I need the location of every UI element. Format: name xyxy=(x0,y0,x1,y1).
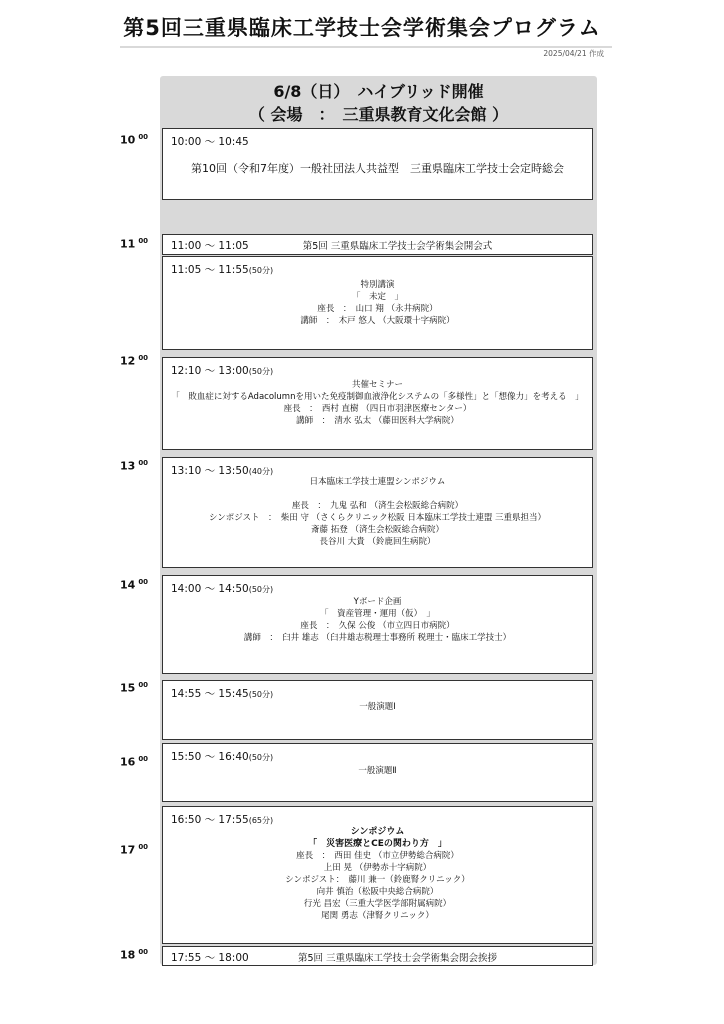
title-underline xyxy=(120,46,612,48)
session-line: 長谷川 大貴 （鈴鹿回生病院） xyxy=(319,537,436,547)
session-line: 一般演題Ⅰ xyxy=(359,702,396,712)
session-general-presentation-1 xyxy=(162,680,593,740)
hour-label-18: 18 $^{00}$ xyxy=(120,948,149,962)
session-line: 講師 ： 木戸 悠人 （大阪環十字病院） xyxy=(300,316,455,326)
session-time: 14:00 ～ 14:50(50分) xyxy=(171,583,274,595)
session-yboard-project xyxy=(162,575,593,674)
session-disaster-symposium xyxy=(162,806,593,944)
created-date: 2025/04/21 作成 xyxy=(543,49,604,58)
session-line: 座長 ： 九鬼 弘和 （済生会松阪総合病院） xyxy=(291,501,464,511)
session-line: シンポジスト ： 柴田 守 （さくらクリニック松阪 日本臨床工学技士連盟 三重県担当） xyxy=(208,513,547,523)
session-line: 斎藤 拓登 （済生会松阪総合病院） xyxy=(311,525,444,535)
session-line: 尾関 勇志（津腎クリニック） xyxy=(321,911,434,921)
session-line: 「 敗血症に対するAdacolumnを用いた免疫制御血液浄化システムの「多様性」と「想像力」を考える 」 xyxy=(171,392,584,402)
session-line: 日本臨床工学技士連盟シンポジウム xyxy=(309,477,446,487)
session-closing-remarks xyxy=(162,946,593,966)
hour-label-15: 15 $^{00}$ xyxy=(120,681,149,695)
hour-label-16: 16 $^{00}$ xyxy=(120,755,149,769)
session-time: 17:55 ～ 18:00 xyxy=(171,952,249,964)
session-general-presentation-2 xyxy=(162,743,593,802)
session-line: 講師 ： 清水 弘太 （藤田医科大学病院） xyxy=(296,416,459,426)
session-line: 「 災害医療とCEの関わり方 」 xyxy=(308,839,447,849)
session-line: 座長 ： 山口 翔 （永井病院） xyxy=(317,304,438,314)
session-line: Yボード企画 xyxy=(353,597,402,607)
session-line: 一般演題Ⅱ xyxy=(358,766,397,776)
session-time: 16:50 ～ 17:55(65分) xyxy=(171,814,274,826)
session-line xyxy=(163,488,592,500)
hour-label-10: 10 $^{00}$ xyxy=(120,133,149,147)
session-time: 11:05 ～ 11:55(50分) xyxy=(171,264,274,276)
event-date-format: 6/8（日） ハイブリッド開催 xyxy=(273,82,484,101)
session-line: 座長 ： 久保 公俊 （市立四日市病院） xyxy=(300,621,455,631)
session-time: 12:10 ～ 13:00(50分) xyxy=(171,365,274,377)
session-time: 14:55 ～ 15:45(50分) xyxy=(171,688,274,700)
session-time: 11:00 ～ 11:05 xyxy=(171,240,249,252)
session-line: 講師 ： 臼井 雄志 （臼井雄志税理士事務所 税理士・臨床工学技士） xyxy=(243,633,512,643)
session-line: 上田 晃 （伊勢赤十字病院） xyxy=(323,863,432,873)
session-title: 第10回（令和7年度）一般社団法人共益型 三重県臨床工学技士会定時総会 xyxy=(191,162,564,175)
session-line: 行光 昌宏（三重大学医学部附属病院） xyxy=(303,899,452,909)
session-line: 「 未定 」 xyxy=(351,292,403,302)
session-line: シンポジウム xyxy=(350,827,405,837)
page-title: 第5回三重県臨床工学技士会学術集会プログラム xyxy=(123,16,601,40)
session-line: 座長 ： 西村 直樹 （四日市羽津医療センター） xyxy=(283,404,472,414)
session-general-meeting xyxy=(162,128,593,200)
session-cosponsored-seminar xyxy=(162,357,593,450)
session-line: 共催セミナー xyxy=(351,380,403,390)
session-special-lecture xyxy=(162,256,593,350)
hour-label-13: 13 $^{00}$ xyxy=(120,459,149,473)
hour-label-14: 14 $^{00}$ xyxy=(120,578,149,592)
session-line: 「 資産管理・運用（仮） 」 xyxy=(320,609,435,619)
hour-label-12: 12 $^{00}$ xyxy=(120,354,149,368)
session-line: 特別講演 xyxy=(360,280,395,290)
session-line: 向井 慎治（松阪中央総合病院） xyxy=(316,887,439,897)
session-line: シンポジスト： 藤川 兼一（鈴鹿腎クリニック） xyxy=(285,875,470,885)
session-opening-ceremony xyxy=(162,234,593,255)
session-title: 第5回 三重県臨床工学技士会学術集会開会式 xyxy=(302,241,493,252)
event-header xyxy=(160,80,597,126)
hour-label-11: 11 $^{00}$ xyxy=(120,237,149,251)
session-line: 座長 ： 西田 佳史 （市立伊勢総合病院） xyxy=(296,851,459,861)
session-time: 15:50 ～ 16:40(50分) xyxy=(171,751,274,763)
session-time: 10:00 ～ 10:45 xyxy=(171,136,249,148)
session-title: 第5回 三重県臨床工学技士会学術集会閉会挨拶 xyxy=(297,953,498,964)
event-venue: （ 会場 ： 三重県教育文化会館 ） xyxy=(248,105,509,124)
session-federation-symposium xyxy=(162,457,593,568)
hour-label-17: 17 $^{00}$ xyxy=(120,843,149,857)
session-time: 13:10 ～ 13:50(40分) xyxy=(171,465,274,477)
